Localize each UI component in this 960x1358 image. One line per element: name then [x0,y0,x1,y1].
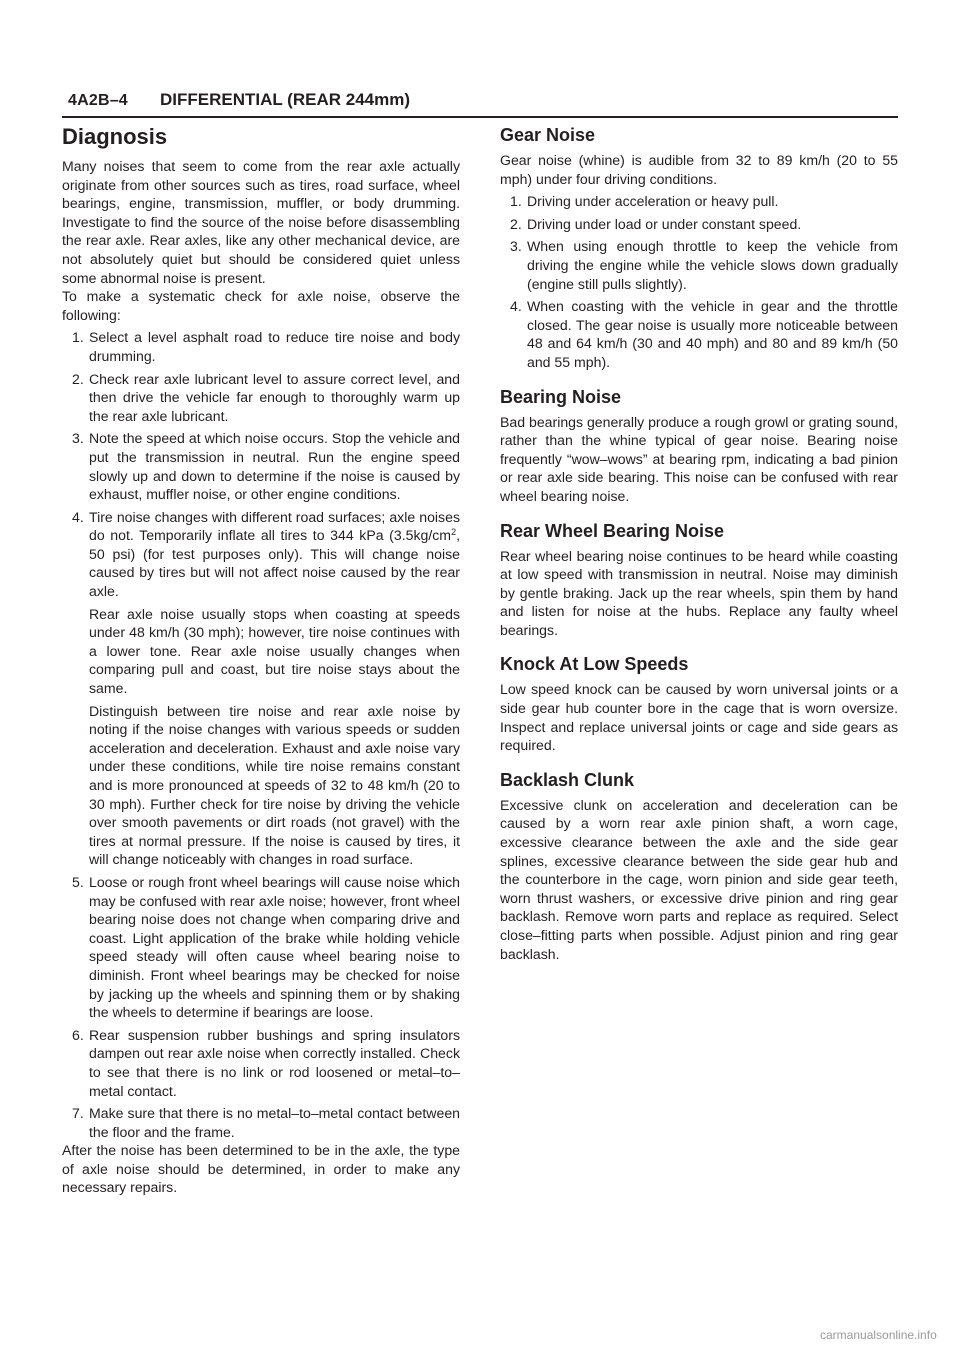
bearing-noise-section [500,386,898,506]
step-number: 1. [72,329,84,346]
gear-noise-intro: Gear noise (whine) is audible from 32 to 89 km/h (20 to 55 mph) under four driving conditions. [500,152,898,187]
list-item [62,508,460,869]
page-title: DIFFERENTIAL (REAR 244mm) [160,90,410,109]
step-number: 6. [72,1026,84,1043]
step-number: 2. [72,370,84,387]
backlash-clunk-text: Excessive clunk on acceleration and deceleration can be caused by a worn rear axle pinion shaft, a worn cage, excessive clearance between the axle and the side gear splines, excessive clearance between the side gear hub and the counterbore in the cage, worn pinion and side gear teeth, worn thrust washers, or excessive drive pinion and ring gear backlash. Remove worn parts and replace as required. Select close–fitting parts when possible. Adjust pinion and ring gear backlash. [500,796,898,962]
step-text: Tire noise changes with different road surfaces; axle noises do not. Temporarily inflate all tires to 344 kPa (3.5kg/cm [89,508,460,544]
step-text: Check rear axle lubricant level to assure correct level, and then drive the vehicle far enough to thoroughly warm up the rear axle lubricant. [89,370,460,424]
gear-noise-conditions [500,192,898,371]
item-number: 1. [510,193,522,210]
page-number: 4A2B–4 [68,92,128,109]
bearing-noise-text: Bad bearings generally produce a rough growl or grating sound, rather than the whine typical of gear noise. Bearing noise frequently “wow–wows” at bearing rpm, indicating a bad pinion or rear axle side bearing. This noise can be confused with rear wheel bearing noise. [500,413,899,504]
diagnosis-heading: Diagnosis [62,124,168,149]
diagnosis-section [62,124,460,1197]
step-number: 3. [72,430,84,447]
list-item [62,873,460,1022]
left-column [62,124,460,1197]
list-item [62,370,460,426]
rear-wheel-bearing-noise-section [500,520,898,640]
backlash-clunk-section [500,769,898,963]
list-item [500,297,898,371]
watermark: carmanualsonline.info [820,1328,937,1342]
rear-wheel-bearing-noise-heading: Rear Wheel Bearing Noise [500,520,725,541]
gear-noise-section [500,124,898,372]
knock-low-speeds-heading: Knock At Low Speeds [500,654,689,675]
item-text: When using enough throttle to keep the vehicle from driving the engine while the vehicle slows down gradually (engine still pulls slightly). [527,238,898,292]
knock-low-speeds-section [500,653,898,754]
diagnosis-lead: To make a systematic check for axle noise, observe the following: [62,288,460,323]
item-number: 4. [510,298,522,315]
step-text: Select a level asphalt road to reduce tire noise and body drumming. [89,329,460,364]
list-item [62,1026,460,1100]
item-text: When coasting with the vehicle in gear and the throttle closed. The gear noise is usually more noticeable between 48 and 64 km/h (30 and 40 mph) and 80 and 89 km/h (50 and 55 mph). [527,298,898,370]
step-text: Rear suspension rubber bushings and spring insulators dampen out rear axle noise when correctly installed. Check to see that there is no link or rod loosened or metal–to–metal contact. [89,1026,460,1099]
backlash-clunk-heading: Backlash Clunk [500,769,635,790]
list-item [62,328,460,365]
item-text: Driving under load or under constant speed. [527,215,802,232]
step-number: 4. [72,508,84,525]
step-paragraph: Distinguish between tire noise and rear axle noise by noting if the noise changes with various speeds or sudden acceleration and deceleration. Exhaust and axle noise vary under these conditions, while tire noise remains constant and is more pronounced at speeds of 32 to 48 km/h (20 to 30 mph). Further check for tire noise by driving the vehicle over smooth pavements or dirt roads (not gravel) with the tires at normal pressure. If the noise is caused by tires, it will change noticeably with changes in road surface. [89,702,460,868]
step-paragraph: Rear axle noise usually stops when coasting at speeds under 48 km/h (30 mph); however, tire noise continues with a lower tone. Rear axle noise usually changes when comparing pull and coast, but tire noise stays about the same. [89,605,460,697]
step-text: Loose or rough front wheel bearings will cause noise which may be confused with rear axle noise; however, front wheel bearing noise does not change when comparing drive and coast. Light application of the brake while holding vehicle speed steady will often cause wheel bearing noise to diminish. Front wheel bearings may be checked for noise by jacking up the wheels and spinning them or by shaking the wheels to determine if bearings are loose. [89,873,460,1021]
right-column [500,124,898,963]
list-item [500,192,898,211]
list-item [62,1104,460,1141]
page-header [62,88,898,118]
item-text: Driving under acceleration or heavy pull. [527,193,779,210]
step-number: 7. [72,1105,84,1122]
step-text: Note the speed at which noise occurs. Stop the vehicle and put the transmission in neutral. Run the engine speed slowly up and down to determine if the noise is caused by exhaust, muffler noise, or other engine conditions. [89,430,460,503]
superscript: 2 [451,527,457,538]
bearing-noise-heading: Bearing Noise [500,386,622,407]
diagnosis-intro: Many noises that seem to come from the rear axle actually originate from other sources such as tires, road surface, wheel bearings, engine, transmission, muffler, or body drumming. Investigate to find the source of the noise before disassembling the rear axle. Rear axles, like any other mechanical device, are not absolutely quiet but should be considered quiet unless some abnormal noise is present. [62,158,460,286]
step-text: Make sure that there is no metal–to–metal contact between the floor and the frame. [89,1105,460,1140]
diagnosis-closing: After the noise has been determined to be in the axle, the type of axle noise should be determined, in order to make any necessary repairs. [62,1142,460,1196]
step-number: 5. [72,873,84,890]
diagnosis-steps [62,328,460,1141]
list-item [62,429,460,503]
item-number: 2. [510,215,522,232]
list-item [500,215,898,234]
rear-wheel-bearing-noise-text: Rear wheel bearing noise continues to be heard while coasting at low speed with transmission in neutral. Noise may diminish by gentle braking. Jack up the rear wheels, spin them by hand and listen for noise at the hubs. Replace any faulty wheel bearings. [500,547,898,638]
step-text-cont: , 50 psi) (for test purposes only). This will change noise caused by tires but will not affect noise caused by the rear axle. [89,527,460,600]
item-number: 3. [510,238,522,255]
knock-low-speeds-text: Low speed knock can be caused by worn universal joints or a side gear hub counter bore in the cage that is worn oversize. Inspect and replace universal joints or cage and side gears as required. [500,681,898,754]
gear-noise-heading: Gear Noise [500,125,596,145]
list-item [500,237,898,293]
